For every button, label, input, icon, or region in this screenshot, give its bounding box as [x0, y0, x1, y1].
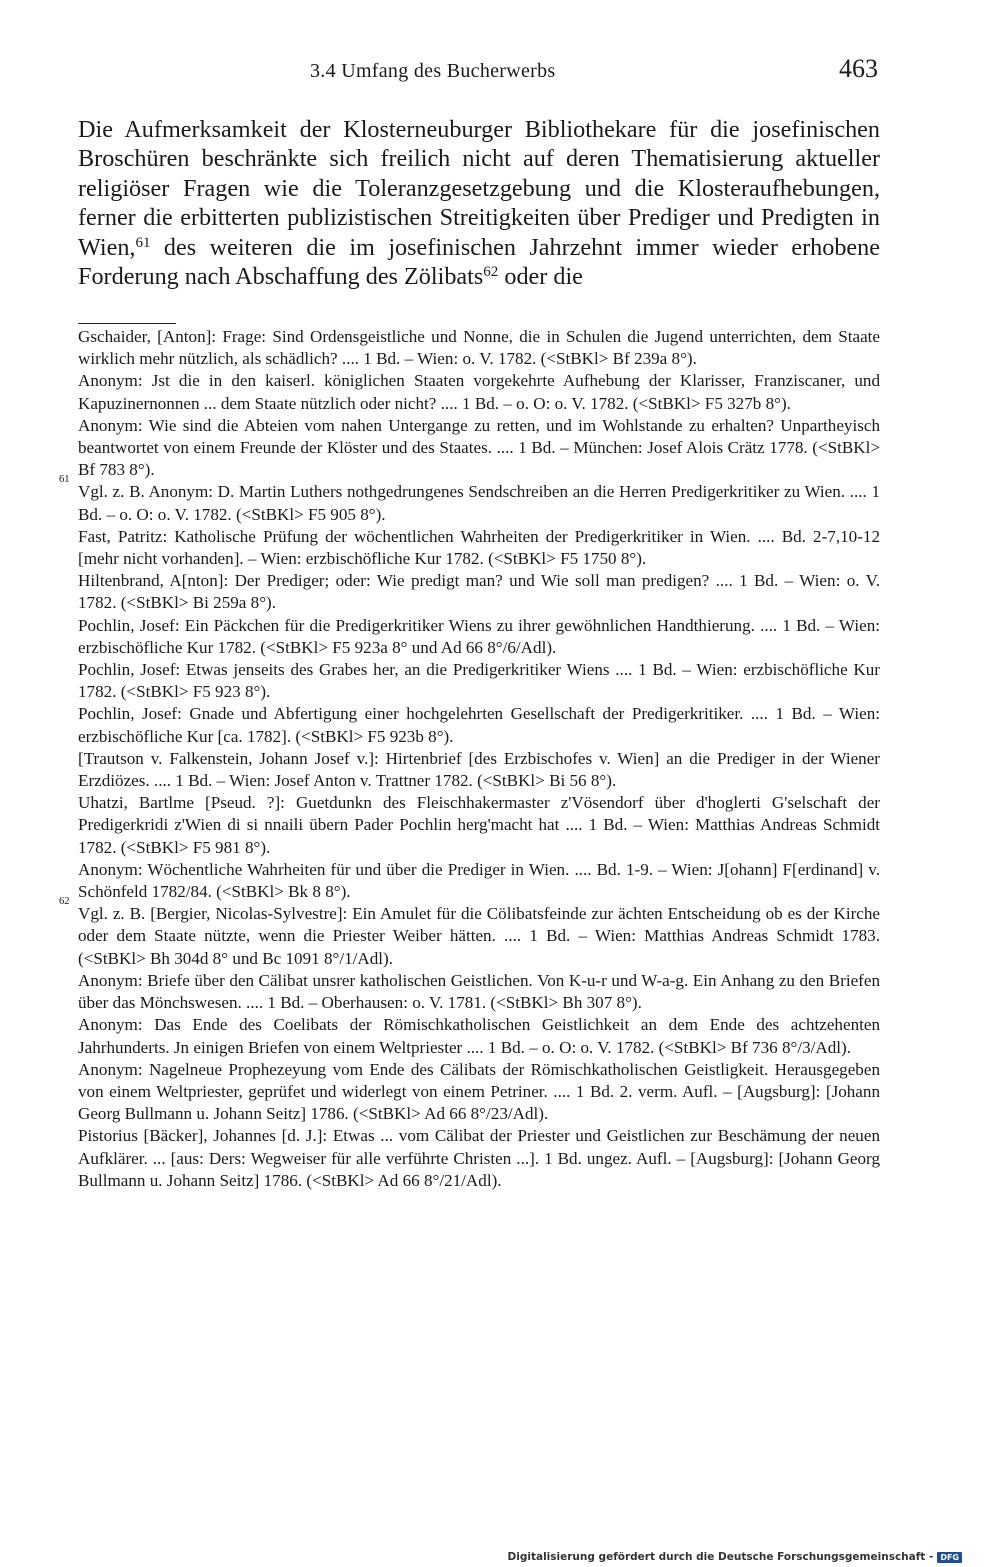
footnote-entry: Gschaider, [Anton]: Frage: Sind Ordensgeistliche und Nonne, die in Schulen die Jugend unterrichten, dem Staate wirklich mehr nützlich, als schädlich? .... 1 Bd. – Wien: o. V. 1782. (<StBKl> Bf 239a 8°).	[78, 327, 880, 369]
page-header	[78, 54, 878, 90]
footnote-entry: Hiltenbrand, A[nton]: Der Prediger; oder: Wie predigt man? und Wie soll man predigen? .... 1 Bd. – Wien: o. V. 1782. (<StBKl> Bi 259a 8°).	[78, 571, 880, 613]
footnote-entry: Anonym: Wie sind die Abteien vom nahen Untergange zu retten, und im Wohlstande zu erhalten? Unpartheyisch beantwortet von einem Freunde der Klöster und des Staates. .... 1 Bd. – München: Josef Alois Crätz 1778. (<StBKl> Bf 783 8°).	[78, 415, 880, 480]
footnote-entry: Vgl. z. B. Anonym: D. Martin Luthers nothgedrungenes Sendschreiben an die Herren Predigerkritiker zu Wien. .... 1 Bd. – o. O: o. V. 1782. (<StBKl> F5 905 8°).	[78, 482, 880, 524]
main-paragraph	[78, 115, 880, 291]
footnote-entry: [Trautson v. Falkenstein, Johann Josef v.]: Hirtenbrief [des Erzbischofes v. Wien] an die Prediger in der Wiener Erzdiözes. .... 1 Bd. – Wien: Josef Anton v. Trattner 1782. (<StBKl> Bi 56 8°).	[78, 748, 880, 791]
footnote-entry: Anonym: Briefe über den Cälibat unsrer katholischen Geistlichen. Von K-u-r und W-a-g. Ein Anhang zu den Briefen über das Mönchswesen. .... 1 Bd. – Oberhausen: o. V. 1781. (<StBKl> Bh 307 8°).	[78, 970, 880, 1013]
footnote-entry: Uhatzi, Bartlme [Pseud. ?]: Guetdunkn des Fleischhakermaster z'Vösendorf über d'hoglerti G'selschaft der Predigerkridi z'Wien di si nnaili übern Pader Pochlin herg'macht hat .... 1 Bd. – Wien: Matthias Andreas Schmidt 1782. (<StBKl> F5 981 8°).	[78, 793, 880, 857]
footnote-entry: Fast, Patritz: Katholische Prüfung der wöchentlichen Wahrheiten der Predigerkritiker in Wien. .... Bd. 2-7,10-12 [mehr nicht vorhanden]. – Wien: erzbischöfliche Kur 1782. (<StBKl> F5 1750 8°).	[78, 526, 880, 569]
footnote-entry: Anonym: Nagelneue Prophezeyung vom Ende des Cälibats der Römischkatholischen Geistligkeit. Herausgegeben von einem Weltpriester, geprüfet und widerlegt von einem Petriner. .... 1 Bd. 2. verm. Aufl. – [Augsburg]: [Johann Georg Bullmann u. Johann Seitz] 1786. (<StBKl> Ad 66 8°/23/Adl).	[78, 1059, 880, 1124]
footnote-61: 61 Vgl. z. B. Anonym: D. Martin Luthers nothgedrungenes Sendschreiben an die Herren Predigerkritiker zu Wien. .... 1 Bd. – o. O: o. V. 1782. (<StBKl> F5 905 8°). Fast, Patritz: Katholische Prüfung der wöchentlichen Wahrheiten der Predigerkritiker in Wien. .... Bd. 2-7,10-12 [mehr nicht vorhanden]. – Wien: erzbischöfliche Kur 1782. (<StBKl> F5 1750 8°). Hiltenbrand, A[nton]: Der Prediger; oder: Wie predigt man? und Wie soll man predigen? .... 1 Bd. – Wien: o. V. 1782. (<StBKl> Bi 259a 8°). Pochlin, Josef: Ein Päckchen für die Predigerkritiker Wiens zu ihrer gewöhnlichen Handthierung. .... 1 Bd. – Wien: erzbischöfliche Kur 1782. (<StBKl> F5 923a 8° und Ad 66 8°/6/Adl). Pochlin, Josef: Etwas jenseits des Grabes her, an die Predigerkritiker Wiens .... 1 Bd. – Wien: erzbischöfliche Kur 1782. (<StBKl> F5 923 8°). Pochlin, Josef: Gnade und Abfertigung einer hochgelehrten Gesellschaft der Predigerkritiker. .... 1 Bd. – Wien: erzbischöfliche Kur [ca. 1782]. (<StBKl> F5 923b 8°). [Trautson v. Falkenstein, Johann Josef v.]: Hirtenbrief [des Erzbischofes v. Wien] an die Prediger in der Wiener Erzdiözes. .... 1 Bd. – Wien: Josef Anton v. Trattner 1782. (<StBKl> Bi 56 8°). Uhatzi, Bartlme [Pseud. ?]: Guetdunkn des Fleischhakermaster z'Vösendorf über d'hoglerti G'selschaft der Predigerkridi z'Wien di si nnaili übern Pader Pochlin herg'macht hat .... 1 Bd. – Wien: Matthias Andreas Schmidt 1782. (<StBKl> F5 981 8°). Anonym: Wöchentliche Wahrheiten für und über die Prediger in Wien. .... Bd. 1-9. – Wien: J[ohann] F[erdinand] v. Schönfeld 1782/84. (<StBKl> Bk 8 8°).	[78, 481, 880, 903]
footnote-entry: Anonym: Das Ende des Coelibats der Römischkatholischen Geistlichkeit an dem Ende des achtzehenten Jahrhunderts. Jn einigen Briefen von einem Weltpriester .... 1 Bd. – o. O: o. V. 1782. (<StBKl> Bf 736 8°/3/Adl).	[78, 1015, 880, 1057]
footnote-entry: Pochlin, Josef: Ein Päckchen für die Predigerkritiker Wiens zu ihrer gewöhnlichen Handthierung. .... 1 Bd. – Wien: erzbischöfliche Kur 1782. (<StBKl> F5 923a 8° und Ad 66 8°/6/Adl).	[78, 615, 880, 657]
footnote-entry: Pochlin, Josef: Etwas jenseits des Grabes her, an die Predigerkritiker Wiens .... 1 Bd. – Wien: erzbischöfliche Kur 1782. (<StBKl> F5 923 8°).	[78, 660, 880, 702]
funding-credit	[508, 1551, 962, 1563]
footnote-ref-62[interactable]: 62	[483, 263, 499, 280]
footnote-ref-61[interactable]: 61	[135, 234, 151, 251]
paragraph-text	[78, 115, 880, 291]
paragraph-part-2: des weiteren die im josefinischen Jahrzehnt immer wieder erhobene Forderung nach Abschaffung des Zölibats	[78, 233, 880, 291]
footnote-entry: Anonym: Jst die in den kaiserl. königlichen Staaten vorgekehrte Aufhebung der Klarisser, Franziscaner, und Kapuzinernonnen ... dem Staate nützlich oder nicht? .... 1 Bd. – o. O: o. V. 1782. (<StBKl> F5 327b 8°).	[78, 371, 880, 413]
footnote-separator	[78, 323, 176, 324]
footnote-entry: Pochlin, Josef: Gnade und Abfertigung einer hochgelehrten Gesellschaft der Predigerkritiker. .... 1 Bd. – Wien: erzbischöfliche Kur [ca. 1782]. (<StBKl> F5 923b 8°).	[78, 704, 880, 746]
page-number: 463	[839, 54, 878, 83]
dfg-logo-icon: DFG	[937, 1552, 962, 1563]
footnote-continued	[78, 326, 880, 481]
footnote-62: 62 Vgl. z. B. [Bergier, Nicolas-Sylvestre]: Ein Amulet für die Cölibatsfeinde zur ächten Entscheidung ob es der Kirche oder dem Staate nützte, wenn die Priester Weiber hätten. .... 1 Bd. – Wien: Matthias Andreas Schmidt 1783. (<StBKl> Bh 304d 8° und Bc 1091 8°/1/Adl). Anonym: Briefe über den Cälibat unsrer katholischen Geistlichen. Von K-u-r und W-a-g. Ein Anhang zu den Briefen über das Mönchswesen. .... 1 Bd. – Oberhausen: o. V. 1781. (<StBKl> Bh 307 8°). Anonym: Das Ende des Coelibats der Römischkatholischen Geistlichkeit an dem Ende des achtzehenten Jahrhunderts. Jn einigen Briefen von einem Weltpriester .... 1 Bd. – o. O: o. V. 1782. (<StBKl> Bf 736 8°/3/Adl). Anonym: Nagelneue Prophezeyung vom Ende des Cälibats der Römischkatholischen Geistligkeit. Herausgegeben von einem Weltpriester, geprüfet und widerlegt von einem Petriner. .... 1 Bd. 2. verm. Aufl. – [Augsburg]: [Johann Georg Bullmann u. Johann Seitz] 1786. (<StBKl> Ad 66 8°/23/Adl). Pistorius [Bäcker], Johannes [d. J.]: Etwas ... vom Cälibat der Priester und Geistlichen zur Beschämung der neuen Aufklärer. ... [aus: Ders: Wegweiser für alle verführte Christen ...]. 1 Bd. ungez. Aufl. – [Augsburg]: [Johann Georg Bullmann u. Johann Seitz] 1786. (<StBKl> Ad 66 8°/21/Adl).	[78, 903, 880, 1192]
footnote-entry: Pistorius [Bäcker], Johannes [d. J.]: Etwas ... vom Cälibat der Priester und Geistlichen zur Beschämung der neuen Aufklärer. ... [aus: Ders: Wegweiser für alle verführte Christen ...]. 1 Bd. ungez. Aufl. – [Augsburg]: [Johann Georg Bullmann u. Johann Seitz] 1786. (<StBKl> Ad 66 8°/21/Adl).	[78, 1126, 880, 1190]
funding-credit-text: Digitalisierung gefördert durch die Deutsche Forschungsgemeinschaft -	[507, 1551, 934, 1563]
paragraph-part-1: Die Aufmerksamkeit der Klosterneuburger Bibliothekare für die josefinischen Broschüren beschränkte sich freilich nicht auf deren Thematisierung aktueller religiöser Fragen wie die Toleranzgesetzgebung und die Klosteraufhebungen, ferner die erbitterten publizistischen Streitigkeiten über Prediger und Predigten in Wien,	[78, 116, 880, 261]
footnote-entry: Anonym: Wöchentliche Wahrheiten für und über die Prediger in Wien. .... Bd. 1-9. – Wien: J[ohann] F[erdinand] v. Schönfeld 1782/84. (<StBKl> Bk 8 8°).	[78, 859, 880, 902]
footnotes	[59, 326, 880, 1192]
running-head: 3.4 Umfang des Bucherwerbs	[310, 60, 556, 82]
paragraph-part-3: oder die	[498, 263, 583, 291]
footnote-entry: Vgl. z. B. [Bergier, Nicolas-Sylvestre]: Ein Amulet für die Cölibatsfeinde zur ächten Entscheidung ob es der Kirche oder dem Staate nützte, wenn die Priester Weiber hätten. .... 1 Bd. – Wien: Matthias Andreas Schmidt 1783. (<StBKl> Bh 304d 8° und Bc 1091 8°/1/Adl).	[78, 904, 880, 968]
